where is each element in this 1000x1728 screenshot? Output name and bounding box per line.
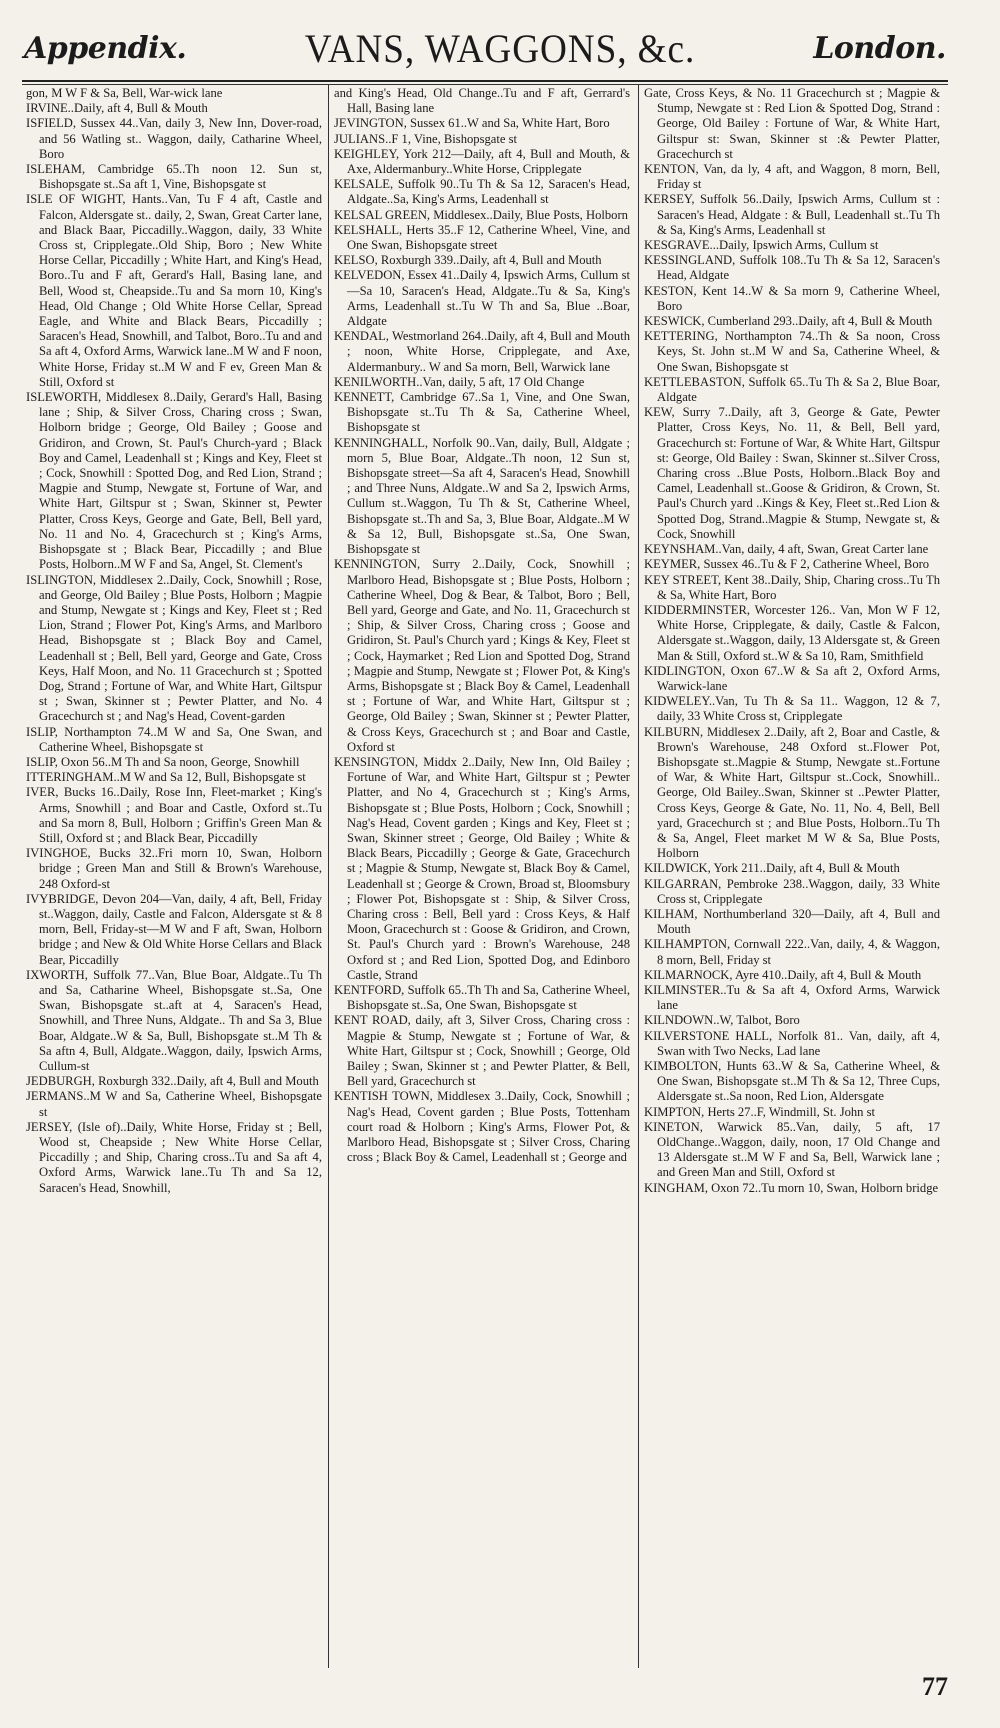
directory-entry: JERSEY, (Isle of)..Daily, White Horse, Friday st ; Bell, Wood st, Cheapside ; New White Horse Cellar, Piccadilly ; and Ship, Charing cross..Tu and Sa aft 4, Oxford Arms, Warwick lane..Tu Th and Sa 12, Saracen's Head, Snowhill,	[26, 1119, 322, 1195]
directory-entry: KELSHALL, Herts 35..F 12, Catherine Wheel, Vine, and One Swan, Bishopsgate street	[334, 222, 630, 253]
directory-entry: Gate, Cross Keys, & No. 11 Gracechurch st ; Magpie & Stump, Newgate st : Red Lion & Spotted Dog, Strand : George, Old Bailey : Fortune of War, & White Hart, Giltspur st: Swan, Skinner st :& Pewter Platter, Gracechurch st	[644, 86, 940, 161]
directory-entry: ISLEHAM, Cambridge 65..Th noon 12. Sun st, Bishopsgate st..Sa aft 1, Vine, Bishopsgate st	[26, 162, 322, 192]
directory-entry: ISLEWORTH, Middlesex 8..Daily, Gerard's Hall, Basing lane ; Ship, & Silver Cross, Charing cross ; Swan, Holborn bridge ; George, Old Bailey ; Goose and Gridiron, and Crown, St. Paul's Church-yard ; Black Boy and Camel, Leadenhall st ; Kings and Key, Fleet st ; Cock, Snowhill : Spotted Dog, and Red Lion, Strand ; Magpie and Stump, Newgate st, Fortune of War, and White Hart, Giltspur st ; Swan, Skinner st, Pewter Platter, Cross Keys, George and Gate, Bell, Bell yard, No. 11 and No. 4, Gracechurch st ; King's Arms, Bishopsgate st ; Black Bear, Piccadilly ; and Blue Posts, Holborn..M W F and Sa, Angel, St. Clement's	[26, 390, 322, 572]
directory-entry: IVER, Bucks 16..Daily, Rose Inn, Fleet-market ; King's Arms, Snowhill ; and Boar and Castle, Oxford st..Tu and Sa morn 8, Bull, Holborn ; Griffin's Green Man & Still, Oxford st ; and Black Bear, Piccadilly	[26, 785, 322, 845]
directory-entry: KINETON, Warwick 85..Van, daily, 5 aft, 17 OldChange..Waggon, daily, noon, 17 Old Change and 13 Aldersgate st..M W F and Sa, Bell, Warwick lane ; and Green Man and Still, Oxford st	[644, 1119, 940, 1180]
directory-entry: IRVINE..Daily, aft 4, Bull & Mouth	[26, 101, 208, 116]
directory-entry: KENDAL, Westmorland 264..Daily, aft 4, Bull and Mouth ; noon, White Horse, Cripplegate, and Axe, Aldermanbury.. W and Sa morn, Bell, Warwick lane	[334, 329, 630, 374]
directory-entry: KESTON, Kent 14..W & Sa morn 9, Catherine Wheel, Boro	[644, 283, 940, 313]
directory-entry: and King's Head, Old Change..Tu and F aft, Gerrard's Hall, Basing lane	[334, 86, 630, 116]
directory-entry: KENNINGTON, Surry 2..Daily, Cock, Snowhill ; Marlboro Head, Bishopsgate st ; Blue Posts, Holborn ; Catherine Wheel, Dog & Bear, & Talbot, Boro ; Bell, Bell yard, George and Gate, and No. 11, Gracechurch st ; Ship, & Silver Cross, Charing cross ; Goose and Gridiron, St. Paul's Church yard ; Kings & Key, Fleet st ; Cock, Haymarket ; Red Lion and Spotted Dog, Strand ; Magpie and Stump, Newgate st ; Flower Pot, & King's Arms, Bishopsgate st ; Black Boy & Camel, Leadenhall st ; Fortune of War, and White Hart, Giltspur st ; George, Old Bailey ; Swan, Skinner st ; Pewter Platter, & Cross Keys, Gracechurch st ; and Boar and Castle, Oxford st	[334, 557, 630, 754]
directory-entry: ISLINGTON, Middlesex 2..Daily, Cock, Snowhill ; Rose, and George, Old Bailey ; Blue Posts, Holborn ; Magpie and Stump, Newgate st ; Kings and Key, Fleet st ; Red Lion, Strand ; Flower Pot, King's Arms, and Marlboro Head, Bishopsgate st ; Black Boy and Camel, Leadenhall st ; Bell, Bell yard, George and Gate, Cross Keys, Half Moon, and No. 11 Gracechurch st ; Spotted Dog, Strand ; Fortune of War, and White Hart, Giltspur st ; Swan, Skinner st ; Pewter Platter, and No. 4 Gracechurch st ; and Nag's Head, Covent-garden	[26, 572, 322, 724]
directory-entry: KERSEY, Suffolk 56..Daily, Ipswich Arms, Cullum st : Saracen's Head, Aldgate : & Bull, Leadenhall st..Tu Th & Sa, King's Arms, Leadenhall st	[644, 192, 940, 237]
directory-entry: KENSINGTON, Middx 2..Daily, New Inn, Old Bailey ; Fortune of War, and White Hart, Giltspur st ; Pewter Platter, and No 4, Gracechurch st ; King's Arms, Bishopsgate st ; Blue Posts, Holborn ; Cock, Snowhill ; Nag's Head, Covent garden ; Kings and Key, Fleet st ; Swan, Skinner street ; George, Old Bailey ; White & Black Bears, Piccadilly ; George & Gate, Gracechurch st ; Magpie & Stump, Newgate st, Black Boy & Camel, Leadenhall st ; George & Crown, Broad st, Bloomsbury ; Flower Pot, Bishopsgate st : Ship, & Silver Cross, Charing cross : Bell, Bell yard : Cross Keys, & Half Moon, Gracechurch st : Goose & Gridiron, and Crown, St. Paul's Church yard : Brown's Warehouse, 248 Oxford st ; and Red Lion, Spotted Dog, and Edinboro Castle, Strand	[334, 754, 630, 982]
directory-entry: KESGRAVE...Daily, Ipswich Arms, Cullum st	[644, 238, 879, 253]
text-column-3	[644, 86, 940, 1668]
directory-entry: KEW, Surry 7..Daily, aft 3, George & Gate, Pewter Platter, Cross Keys, No. 11, & Bell, Bell yard, Gracechurch st: Fortune of War, & White Hart, Giltspur st: George, Old Bailey : Swan, Skinner st..Silver Cross, Charing cross ..Blue Posts, Holborn..Black Boy and Camel, Leadenhall st..Goose & Gridiron, & Crown, St. Paul's Church yard ..Kings & Key, Fleet st..Red Lion & Spotted Dog, Strand..Magpie & Stump, Newgate st, & Cock, Snowhill	[644, 405, 940, 541]
directory-entry: KILDWICK, York 211..Daily, aft 4, Bull & Mouth	[644, 861, 900, 876]
directory-entry: KILBURN, Middlesex 2..Daily, aft 2, Boar and Castle, & Brown's Warehouse, 248 Oxford st..Flower Pot, Bishopsgate st..Magpie & Stump, Newgate st..Fortune of War, & White Hart, Giltspur st..Cock, Snowhill.. George, Old Bailey..Swan, Skinner st ..Pewter Platter, Cross Keys, George & Gate, No. 11, No. 4, Bell, Bell yard, Gracechurch st ; and Blue Posts, Holborn..Tu Th & Sa, Angel, Fleet market M W & Sa, Blue Posts, Holborn	[644, 724, 940, 861]
directory-entry: ISLIP, Northampton 74..M W and Sa, One Swan, and Catherine Wheel, Bishopsgate st	[26, 724, 322, 754]
directory-entry: ISFIELD, Sussex 44..Van, daily 3, New Inn, Dover-road, and 56 Watling st.. Waggon, daily, Catharine Wheel, Boro	[26, 116, 322, 161]
directory-entry: KESSINGLAND, Suffolk 108..Tu Th & Sa 12, Saracen's Head, Aldgate	[644, 253, 940, 283]
directory-entry: KENTON, Van, da ly, 4 aft, and Waggon, 8 morn, Bell, Friday st	[644, 162, 940, 192]
directory-entry: KENT ROAD, daily, aft 3, Silver Cross, Charing cross : Magpie & Stump, Newgate st ; Fortune of War, & White Hart, Giltspur st ; Cock, Snowhill ; George, Old Bailey ; Swan, Skinner st ; and Pewter Platter, & Bell, Bell yard, Gracechurch st	[334, 1013, 630, 1089]
directory-entry: KELVEDON, Essex 41..Daily 4, Ipswich Arms, Cullum st—Sa 10, Saracen's Head, Aldgate..Tu & Sa, King's Arms, Leadenhall st..Tu W Th and Sa, Blue ..Boar, Aldgate	[334, 268, 630, 329]
directory-entry: KILGARRAN, Pembroke 238..Waggon, daily, 33 White Cross st, Cripplegate	[644, 876, 940, 906]
directory-entry: KILMINSTER..Tu & Sa aft 4, Oxford Arms, Warwick lane	[644, 982, 940, 1013]
directory-entry: KENNINGHALL, Norfolk 90..Van, daily, Bull, Aldgate ; morn 5, Blue Boar, Aldgate..Th noon, 12 Sun st, Bishopsgate street—Sa aft 4, Saracen's Head, Snowhill ; and Three Nuns, Aldgate..W and Sa 2, Ipswich Arms, Cullum st..Waggon, Tu Th & St, Catherine Wheel, Bishopsgate st..Th and Sa, 3, Blue Boar, Aldgate..M W & Sa 12, Bull, Bishopsgate st..Sa, One Swan, Bishopsgate st	[334, 435, 630, 557]
directory-entry: KIMBOLTON, Hunts 63..W & Sa, Catherine Wheel, & One Swan, Bishopsgate st..M Th & Sa 12, Three Cups, Aldersgate st..Sa noon, Red Lion, Aldersgate	[644, 1059, 940, 1104]
directory-entry: JERMANS..M W and Sa, Catherine Wheel, Bishopsgate st	[26, 1089, 322, 1119]
section-title-appendix: Appendix.	[24, 30, 187, 66]
column-divider	[328, 84, 329, 1668]
directory-entry: gon, M W F & Sa, Bell, War-wick lane	[26, 86, 223, 100]
page-number: 77	[922, 1672, 948, 1701]
directory-entry: KETTERING, Northampton 74..Th & Sa noon, Cross Keys, St. John st..M W and Sa, Catherine Wheel, & One Swan, Bishopsgate st	[644, 329, 940, 374]
directory-entry: KILNDOWN..W, Talbot, Boro	[644, 1013, 800, 1028]
directory-entry: ISLIP, Oxon 56..M Th and Sa noon, George, Snowhill	[26, 754, 300, 769]
page-header	[24, 22, 946, 74]
directory-entry: KENTISH TOWN, Middlesex 3..Daily, Cock, Snowhill ; Nag's Head, Covent garden ; Blue Posts, Tottenham court road & Holborn ; King's Arms, Flower Pot, & Marlboro Head, Bishopsgate st ; Silver Cross, Charing cross ; Black Boy & Camel, Leadenhall st ; George and	[334, 1089, 630, 1165]
directory-entry: JULIANS..F 1, Vine, Bishopsgate st	[334, 131, 518, 146]
section-title-london: London.	[813, 30, 946, 66]
directory-entry: IVYBRIDGE, Devon 204—Van, daily, 4 aft, Bell, Friday st..Waggon, daily, Castle and Falcon, Aldersgate st & 8 morn, Bell, Friday-st—M W and F aft, Swan, Holborn bridge ; and New & Old White Horse Cellars and Black Bear, Piccadilly	[26, 891, 322, 967]
directory-entry: KEIGHLEY, York 212—Daily, aft 4, Bull and Mouth, & Axe, Aldermanbury..White Horse, Cripplegate	[334, 146, 630, 177]
directory-entry: KELSO, Roxburgh 339..Daily, aft 4, Bull and Mouth	[334, 253, 602, 268]
directory-entry: JEDBURGH, Roxburgh 332..Daily, aft 4, Bull and Mouth	[26, 1074, 319, 1089]
directory-entry: ITTERINGHAM..M W and Sa 12, Bull, Bishopsgate st	[26, 770, 306, 785]
directory-entry: KETTLEBASTON, Suffolk 65..Tu Th & Sa 2, Blue Boar, Aldgate	[644, 374, 940, 405]
directory-entry: ISLE OF WIGHT, Hants..Van, Tu F 4 aft, Castle and Falcon, Aldersgate st.. daily, 2, Swan, Great Carter lane, and Black Baar, Piccadilly..Waggon, daily, 33 White Cross st, Cripplegate..Old Ship, Boro ; New White Horse Cellar, Piccadilly ; White Hart, and King's Head, Boro..Tu and F aft, Gerard's Hall, Basing lane, and Bell, Wood st, Cheapside..Tu and Sa morn 10, King's Head, Old Change ; Old White Horse Cellar, Spread Eagle, and White and Black Bears, Piccadilly ; Saracen's Head, Snowhill, and Talbot, Boro..Tu and and Sa aft 4, Oxford Arms, Warwick lane..M W and F noon, White Horse, Friday st..M W and F ev, Green Man & Still, Oxford st	[26, 192, 322, 389]
directory-entry: KENTFORD, Suffolk 65..Th Th and Sa, Catherine Wheel, Bishopsgate st..Sa, One Swan, Bishopsgate st	[334, 982, 630, 1013]
directory-entry: KIDDERMINSTER, Worcester 126.. Van, Mon W F 12, White Horse, Cripplegate, & daily, Castle & Falcon, Aldersgate st..Waggon, daily, 13 Aldersgate st, & Green Man & Still, Oxford st..W & Sa 10, Ram, Smithfield	[644, 602, 940, 663]
directory-entry: KELSALE, Suffolk 90..Tu Th & Sa 12, Saracen's Head, Aldgate..Sa, King's Arms, Leadenhall st	[334, 177, 630, 207]
directory-entry: KILVERSTONE HALL, Norfolk 81.. Van, daily, aft 4, Swan with Two Necks, Lad lane	[644, 1028, 940, 1058]
text-column-1	[26, 86, 322, 1668]
directory-entry: IXWORTH, Suffolk 77..Van, Blue Boar, Aldgate..Tu Th and Sa, Catharine Wheel, Bishopsgate st..Sa, One Swan, Bishopsgate st..aft at 4, Saracen's Head, Snowhill, and Three Nuns, Aldgate.. Th and Sa 3, Blue Boar, Aldgate..W & Sa, Bull, Bishopsgate st..M Th & Sa aftn 4, Bull, Aldgate..Waggon, daily, Ipswich Arms, Cullum-st	[26, 967, 322, 1073]
directory-entry: KELSAL GREEN, Middlesex..Daily, Blue Posts, Holborn	[334, 207, 628, 222]
header-rule-thin	[22, 84, 948, 85]
directory-entry: KIDWELEY..Van, Tu Th & Sa 11.. Waggon, 12 & 7, daily, 33 White Cross st, Cripplegate	[644, 694, 940, 724]
text-column-2	[334, 86, 630, 1668]
page-title: VANS, WAGGONS, &c.	[304, 25, 696, 71]
directory-entry: KILHAM, Northumberland 320—Daily, aft 4, Bull and Mouth	[644, 906, 940, 937]
directory-entry: KINGHAM, Oxon 72..Tu morn 10, Swan, Holborn bridge	[644, 1180, 939, 1195]
directory-entry: KEYMER, Sussex 46..Tu & F 2, Catherine Wheel, Boro	[644, 557, 930, 572]
directory-entry: KEY STREET, Kent 38..Daily, Ship, Charing cross..Tu Th & Sa, White Hart, Boro	[644, 572, 940, 602]
directory-entry: KILHAMPTON, Cornwall 222..Van, daily, 4, & Waggon, 8 morn, Bell, Friday st	[644, 937, 940, 967]
directory-entry: KENILWORTH..Van, daily, 5 aft, 17 Old Change	[334, 374, 585, 389]
column-divider	[638, 84, 639, 1668]
directory-entry: KIMPTON, Herts 27..F, Windmill, St. John st	[644, 1104, 876, 1119]
directory-entry: KILMARNOCK, Ayre 410..Daily, aft 4, Bull & Mouth	[644, 967, 922, 982]
directory-entry: KEYNSHAM..Van, daily, 4 aft, Swan, Great Carter lane	[644, 542, 929, 557]
directory-entry: IVINGHOE, Bucks 32..Fri morn 10, Swan, Holborn bridge ; Green Man and Still & Brown's Warehouse, 248 Oxford-st	[26, 846, 322, 891]
directory-entry: KENNETT, Cambridge 67..Sa 1, Vine, and One Swan, Bishopsgate st..Tu Th & Sa, Catherine Wheel, Bishopsgate st	[334, 390, 630, 435]
directory-entry: JEVINGTON, Sussex 61..W and Sa, White Hart, Boro	[334, 116, 610, 131]
directory-entry: KIDLINGTON, Oxon 67..W & Sa aft 2, Oxford Arms, Warwick-lane	[644, 663, 940, 693]
header-rule	[22, 80, 948, 82]
directory-entry: KESWICK, Cumberland 293..Daily, aft 4, Bull & Mouth	[644, 314, 933, 329]
